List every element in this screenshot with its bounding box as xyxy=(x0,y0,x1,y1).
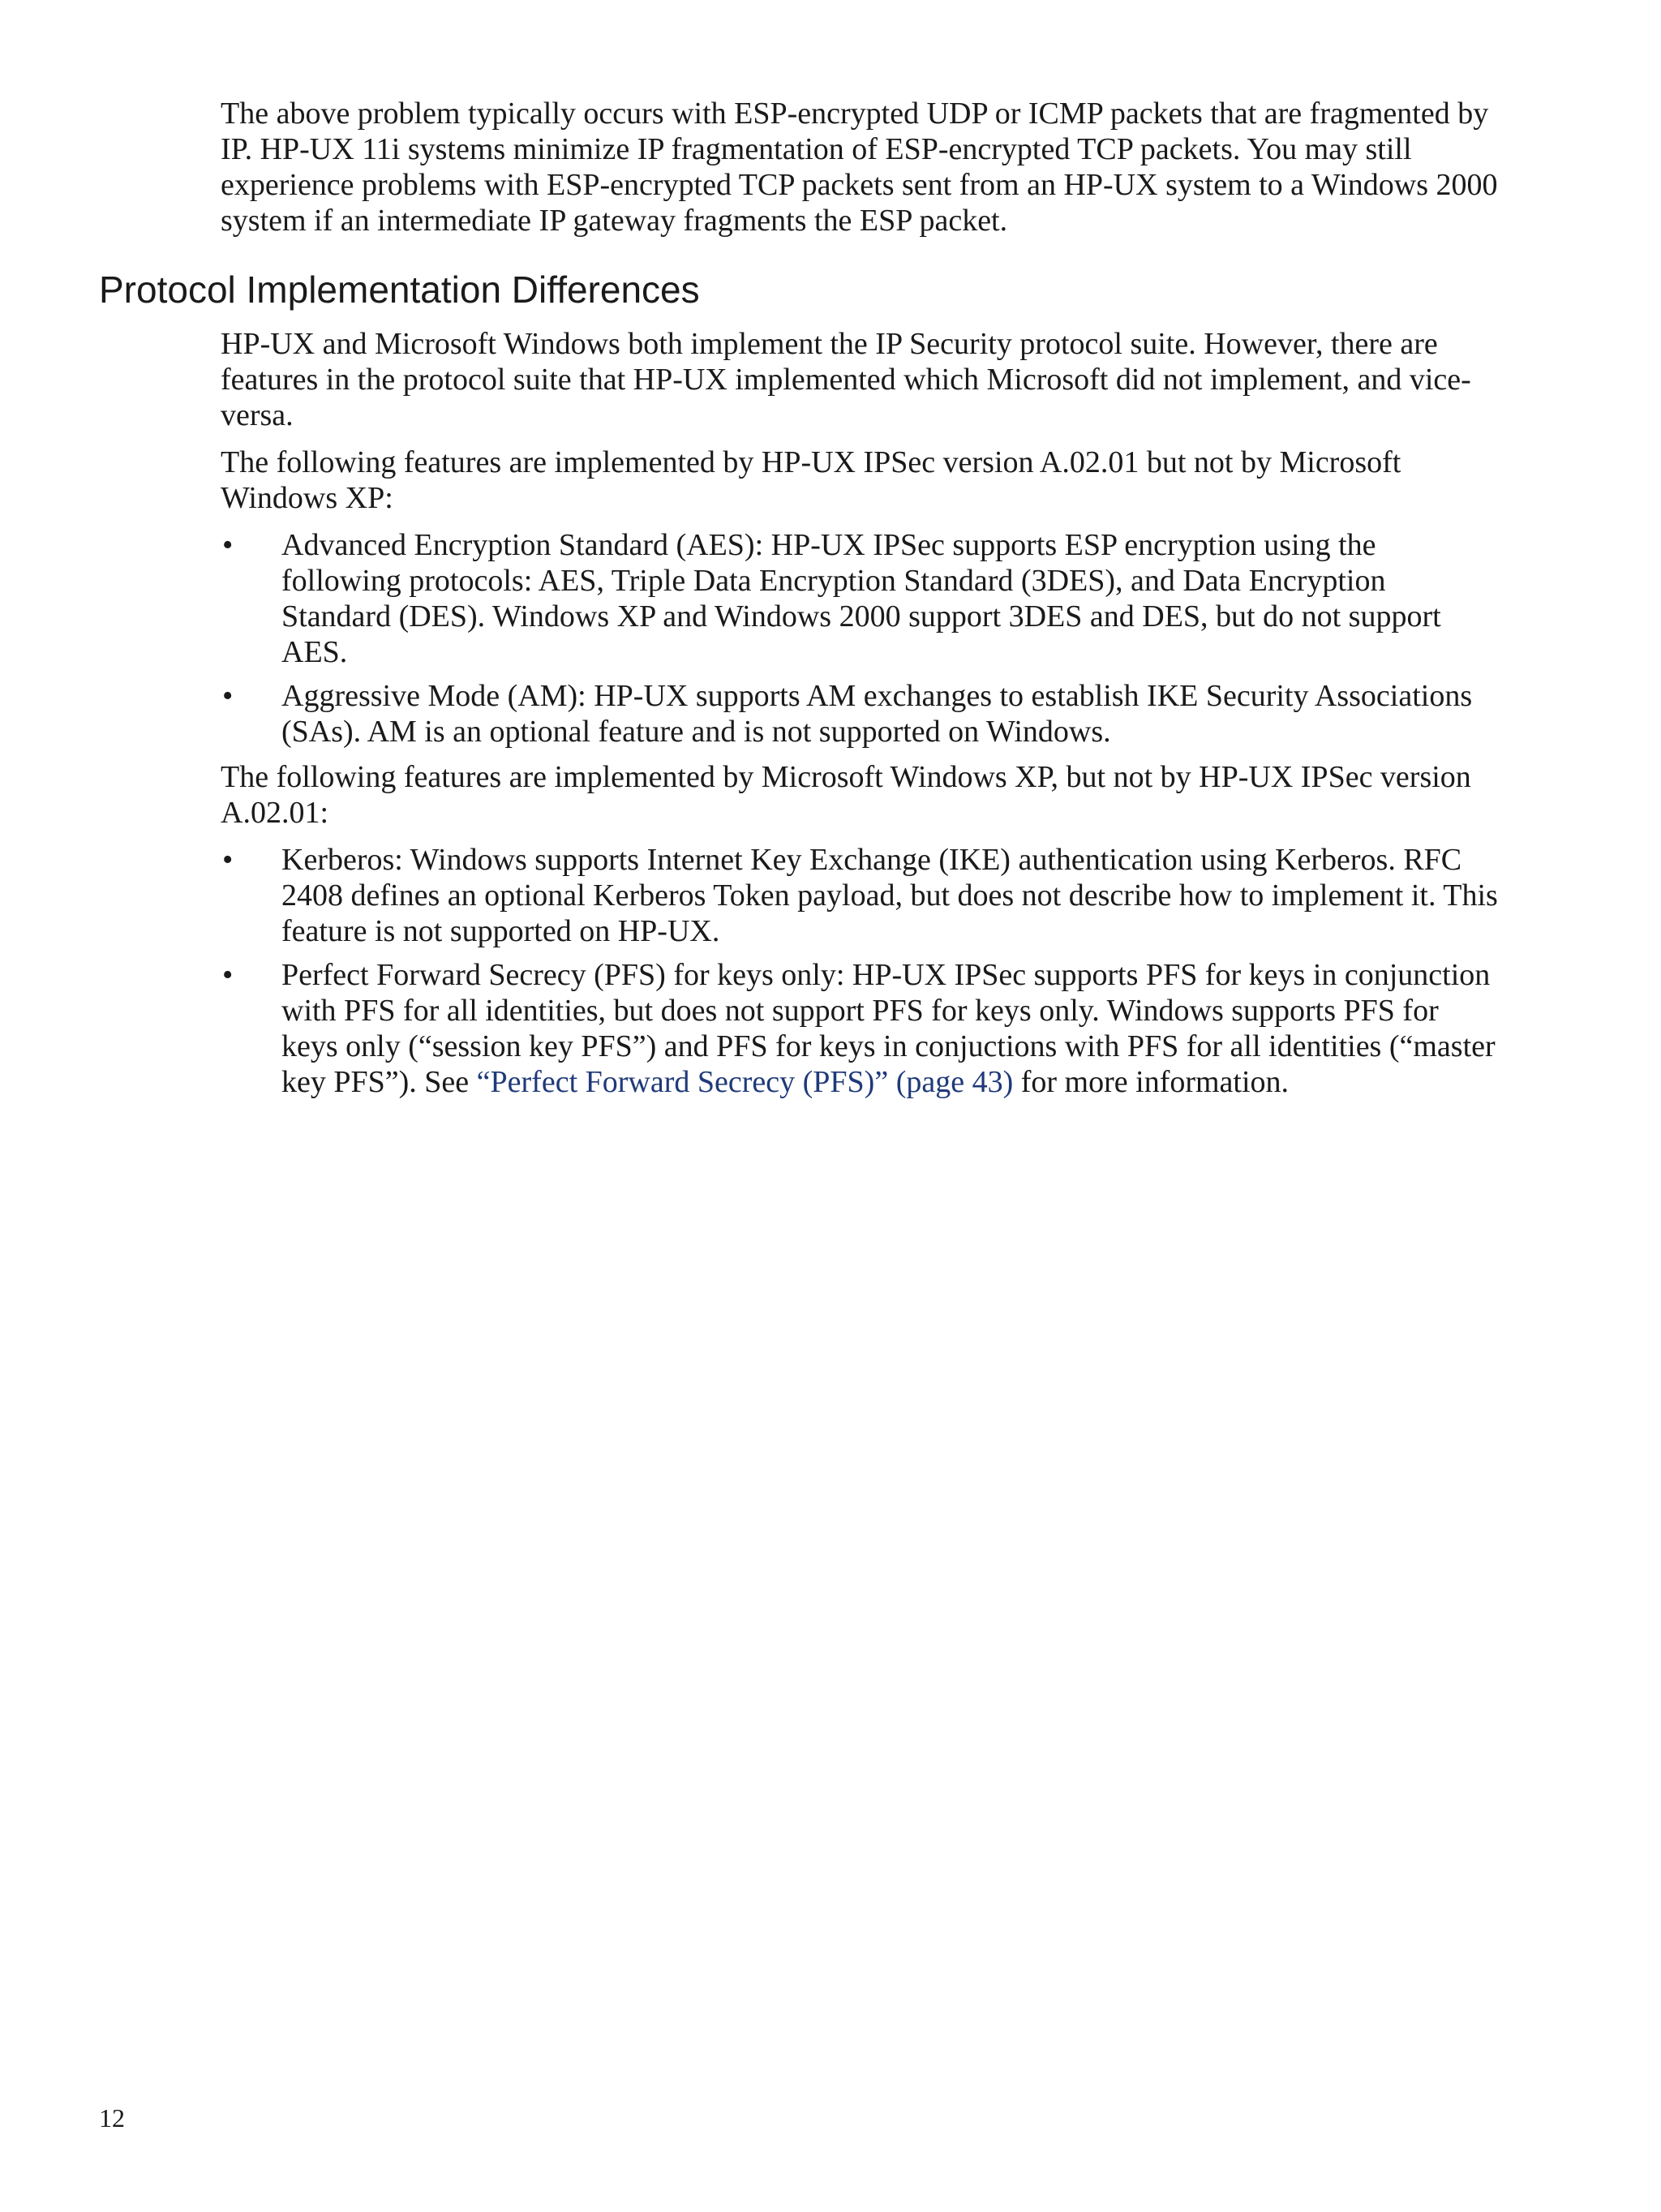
page-number: 12 xyxy=(99,2103,125,2133)
list-item-text-start: Perfect Forward Secrecy (PFS) for keys only: HP-UX IPSec supports PFS for keys in conjunction with PFS for all identities, but does not support PFS for keys only. Windows supports PFS for keys only (“session key PFS”) and PFS for keys in conjuctions with PFS for all identities (“master key PFS”). See xyxy=(281,958,1496,1099)
intro-block xyxy=(221,96,1502,238)
windows-features-list xyxy=(221,842,1502,1100)
section-paragraph-3: The following features are implemented by Microsoft Windows XP, but not by HP-UX IPSec version A.02.01: xyxy=(221,760,1471,830)
list-item-text: Kerberos: Windows supports Internet Key Exchange (IKE) authentication using Kerberos. RFC 2408 defines an optional Kerberos Token payload, but does not describe how to implement it. This feature is not supported on HP-UX. xyxy=(281,843,1498,948)
list-item-aggressive-mode xyxy=(221,678,1502,750)
list-item-kerberos xyxy=(221,842,1502,949)
hpux-features-list xyxy=(221,527,1502,750)
list-item-pfs xyxy=(221,957,1502,1100)
bullet-icon: • xyxy=(222,528,234,562)
list-item-text: Advanced Encryption Standard (AES): HP-UX IPSec supports ESP encryption using the following protocols: AES, Triple Data Encryption Standard (3DES), and Data Encryption Standard (DES). Windows XP and Windows 2000 support 3DES and DES, but do not support AES. xyxy=(281,528,1441,669)
list-item-aes xyxy=(221,527,1502,670)
bullet-icon: • xyxy=(222,958,234,992)
list-item-text-end: for more information. xyxy=(1013,1065,1290,1099)
section-paragraph-1: HP-UX and Microsoft Windows both implement the IP Security protocol suite. However, there are features in the protocol suite that HP-UX implemented which Microsoft did not implement, and vice-versa. xyxy=(221,327,1471,432)
section-body xyxy=(221,326,1502,1110)
bullet-icon: • xyxy=(222,843,234,877)
list-item-text: Aggressive Mode (AM): HP-UX supports AM exchanges to establish IKE Security Associations (SAs). AM is an optional feature and is not supported on Windows. xyxy=(281,679,1473,749)
section-paragraph-2: The following features are implemented by HP-UX IPSec version A.02.01 but not by Microsoft Windows XP: xyxy=(221,445,1401,515)
bullet-icon: • xyxy=(222,679,234,713)
pfs-cross-reference-link[interactable]: “Perfect Forward Secrecy (PFS)” (page 43) xyxy=(476,1065,1014,1099)
section-heading: Protocol Implementation Differences xyxy=(99,268,700,311)
intro-paragraph: The above problem typically occurs with ESP-encrypted UDP or ICMP packets that are fragmented by IP. HP-UX 11i systems minimize IP fragmentation of ESP-encrypted TCP packets. You may still experience problems with ESP-encrypted TCP packets sent from an HP-UX system to a Windows 2000 system if an intermediate IP gateway fragments the ESP packet. xyxy=(221,97,1498,238)
